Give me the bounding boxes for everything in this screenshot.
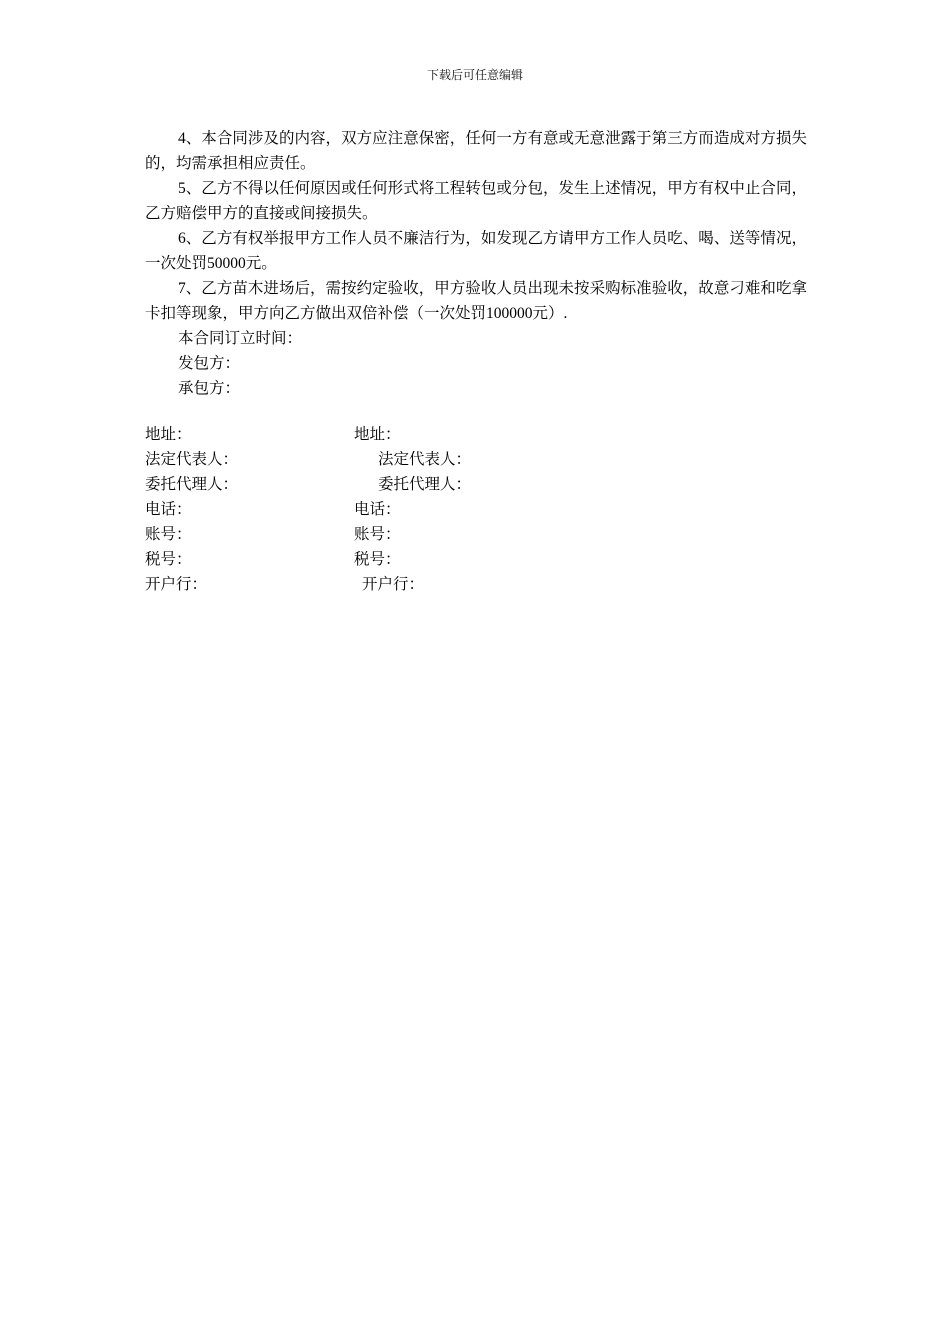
party-a-label: 发包方：	[178, 355, 241, 372]
contract-date-label: 本合同订立时间：	[178, 330, 303, 347]
tax-b: 税号：	[354, 551, 401, 568]
party-info-table	[145, 422, 807, 597]
party-b-label: 承包方：	[178, 380, 241, 397]
address-row	[145, 422, 807, 447]
phone-b: 电话：	[354, 501, 401, 518]
bank-row	[145, 572, 807, 597]
legal-rep-row	[145, 447, 807, 472]
address-b: 地址：	[354, 426, 401, 443]
clause-5: 5、乙方不得以任何原因或任何形式将工程转包或分包，发生上述情况，甲方有权中止合同，乙方赔偿甲方的直接或间接损失。	[145, 180, 807, 222]
legal-rep-b: 法定代表人：	[378, 451, 472, 468]
account-a: 账号：	[145, 526, 192, 543]
account-b: 账号：	[354, 526, 401, 543]
bank-b: 开户行：	[362, 576, 425, 593]
account-row	[145, 522, 807, 547]
tax-row	[145, 547, 807, 572]
phone-a: 电话：	[145, 501, 192, 518]
bank-a: 开户行：	[145, 576, 208, 593]
phone-row	[145, 497, 807, 522]
address-a: 地址：	[145, 426, 192, 443]
legal-rep-a: 法定代表人：	[145, 451, 239, 468]
clause-6: 6、乙方有权举报甲方工作人员不廉洁行为，如发现乙方请甲方工作人员吃、喝、送等情况，一次处罚50000元。	[145, 230, 807, 272]
tax-a: 税号：	[145, 551, 192, 568]
header-note: 下载后可任意编辑	[426, 68, 523, 82]
agent-a: 委托代理人：	[145, 476, 239, 493]
agent-b: 委托代理人：	[378, 476, 472, 493]
clause-7: 7、乙方苗木进场后，需按约定验收，甲方验收人员出现未按采购标准验收，故意刁难和吃拿卡扣等现象，甲方向乙方做出双倍补偿（一次处罚100000元）.	[145, 280, 807, 322]
contract-body	[145, 126, 807, 401]
agent-row	[145, 472, 807, 497]
clause-4: 4、本合同涉及的内容，双方应注意保密，任何一方有意或无意泄露于第三方而造成对方损失的，均需承担相应责任。	[145, 130, 807, 172]
